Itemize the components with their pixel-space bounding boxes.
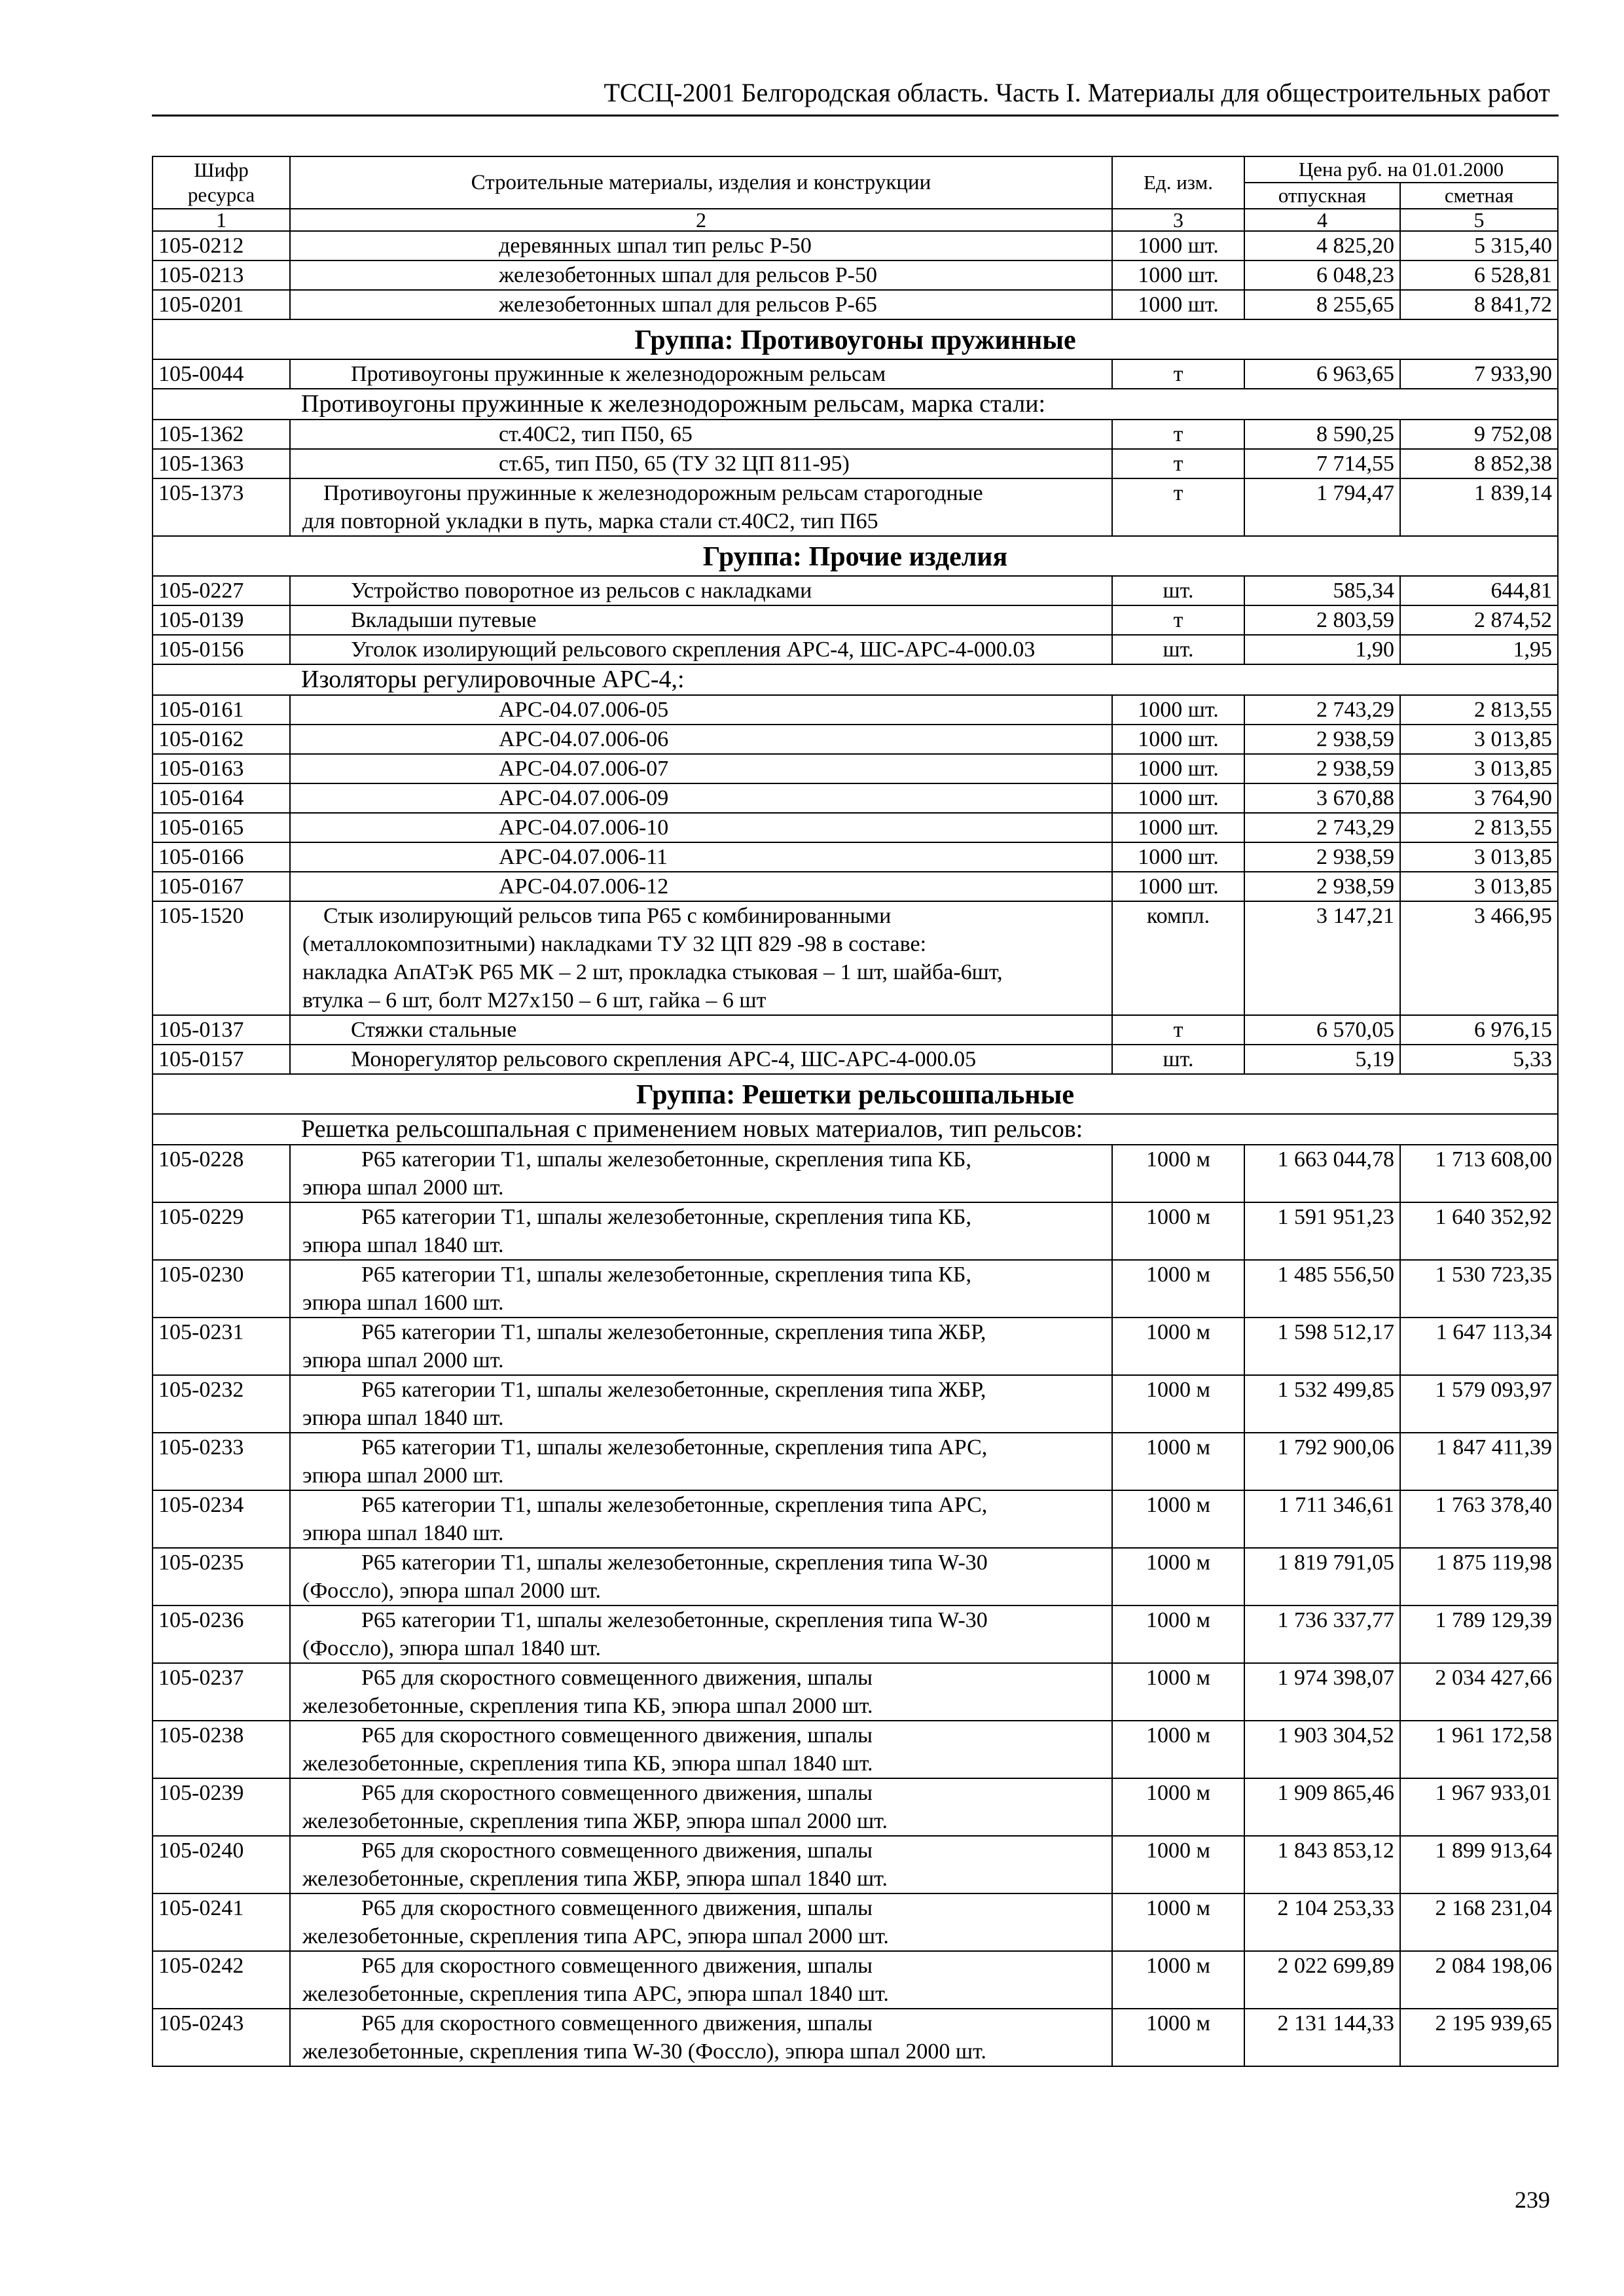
- material-name-cell: Р65 для скоростного совмещенного движения, шпалы железобетонные, скрепления типа АРС, эпюра шпал 1840 шт.: [290, 1951, 1112, 2009]
- th-name: Строительные материалы, изделия и конструкции: [290, 156, 1112, 209]
- unit-cell: т: [1112, 1015, 1244, 1045]
- unit-cell: шт.: [1112, 1045, 1244, 1074]
- column-number: 4: [1244, 209, 1400, 231]
- subgroup-title: Противоугоны пружинные к железнодорожным рельсам, марка стали:: [153, 389, 1558, 420]
- resource-code-cell: 105-0044: [153, 359, 290, 389]
- material-name-cell: Р65 для скоростного совмещенного движения, шпалы железобетонные, скрепления типа ЖБР, эпюра шпал 1840 шт.: [290, 1836, 1112, 1893]
- unit-cell: 1000 м: [1112, 1145, 1244, 1202]
- table-row: [153, 1375, 1558, 1433]
- unit-cell: 1000 шт.: [1112, 231, 1244, 260]
- material-name-cell: Р65 категории Т1, шпалы железобетонные, скрепления типа АРС, эпюра шпал 2000 шт.: [290, 1433, 1112, 1490]
- estimate-price-cell: 2 813,55: [1400, 813, 1558, 842]
- column-number: 3: [1112, 209, 1244, 231]
- estimate-price-cell: 644,81: [1400, 576, 1558, 605]
- release-price-cell: 5,19: [1244, 1045, 1400, 1074]
- table-row: [153, 420, 1558, 449]
- estimate-price-cell: 6 528,81: [1400, 260, 1558, 290]
- material-name-cell: АРС-04.07.006-10: [290, 813, 1112, 842]
- unit-cell: 1000 м: [1112, 1605, 1244, 1663]
- estimate-price-cell: 3 013,85: [1400, 842, 1558, 872]
- unit-cell: т: [1112, 605, 1244, 635]
- table-row: [153, 901, 1558, 1015]
- release-price-cell: 1 819 791,05: [1244, 1548, 1400, 1605]
- material-name-cell: Р65 категории Т1, шпалы железобетонные, скрепления типа КБ, эпюра шпал 2000 шт.: [290, 1145, 1112, 1202]
- estimate-price-cell: 1 839,14: [1400, 478, 1558, 536]
- table-row: [153, 635, 1558, 664]
- table-row: [153, 1778, 1558, 1836]
- group-header-row: [153, 1074, 1558, 1114]
- release-price-cell: 6 048,23: [1244, 260, 1400, 290]
- material-name-cell: АРС-04.07.006-06: [290, 725, 1112, 754]
- release-price-cell: 1 843 853,12: [1244, 1836, 1400, 1893]
- resource-code-cell: 105-0243: [153, 2009, 290, 2066]
- estimate-price-cell: 3 013,85: [1400, 872, 1558, 901]
- unit-cell: 1000 шт.: [1112, 725, 1244, 754]
- resource-code-cell: 105-0139: [153, 605, 290, 635]
- unit-cell: т: [1112, 420, 1244, 449]
- unit-cell: 1000 шт.: [1112, 813, 1244, 842]
- release-price-cell: 1 903 304,52: [1244, 1721, 1400, 1778]
- estimate-price-cell: 5 315,40: [1400, 231, 1558, 260]
- group-title: Группа: Прочие изделия: [153, 536, 1558, 576]
- unit-cell: 1000 м: [1112, 1260, 1244, 1318]
- resource-code-cell: 105-1373: [153, 478, 290, 536]
- material-name-cell: Р65 для скоростного совмещенного движения, шпалы железобетонные, скрепления типа W-30 (Фоссло), эпюра шпал 2000 шт.: [290, 2009, 1112, 2066]
- resource-code-cell: 105-0167: [153, 872, 290, 901]
- unit-cell: т: [1112, 478, 1244, 536]
- release-price-cell: 1 591 951,23: [1244, 1202, 1400, 1260]
- material-name-cell: АРС-04.07.006-12: [290, 872, 1112, 901]
- material-name-cell: деревянных шпал тип рельс Р-50: [290, 231, 1112, 260]
- resource-code-cell: 105-0235: [153, 1548, 290, 1605]
- resource-code-cell: 105-0233: [153, 1433, 290, 1490]
- table-row: [153, 478, 1558, 536]
- material-name-cell: Противоугоны пружинные к железнодорожным рельсам старогодные для повторной укладки в путь, марка стали ст.40С2, тип П65: [290, 478, 1112, 536]
- estimate-price-cell: 5,33: [1400, 1045, 1558, 1074]
- release-price-cell: 2 743,29: [1244, 695, 1400, 725]
- release-price-cell: 1 711 346,61: [1244, 1490, 1400, 1548]
- estimate-price-cell: 1 875 119,98: [1400, 1548, 1558, 1605]
- table-row: [153, 1836, 1558, 1893]
- resource-code-cell: 105-0230: [153, 1260, 290, 1318]
- release-price-cell: 2 131 144,33: [1244, 2009, 1400, 2066]
- resource-code-cell: 105-0234: [153, 1490, 290, 1548]
- release-price-cell: 6 570,05: [1244, 1015, 1400, 1045]
- estimate-price-cell: 1 763 378,40: [1400, 1490, 1558, 1548]
- column-number: 1: [153, 209, 290, 231]
- estimate-price-cell: 7 933,90: [1400, 359, 1558, 389]
- th-price-release: отпускная: [1244, 183, 1400, 209]
- estimate-price-cell: 1,95: [1400, 635, 1558, 664]
- unit-cell: 1000 шт.: [1112, 754, 1244, 783]
- resource-code-cell: 105-1362: [153, 420, 290, 449]
- material-name-cell: Р65 категории Т1, шпалы железобетонные, скрепления типа ЖБР, эпюра шпал 1840 шт.: [290, 1375, 1112, 1433]
- resource-code-cell: 105-0231: [153, 1318, 290, 1375]
- table-row: [153, 1015, 1558, 1045]
- unit-cell: т: [1112, 449, 1244, 478]
- material-name-cell: Р65 категории Т1, шпалы железобетонные, скрепления типа КБ, эпюра шпал 1600 шт.: [290, 1260, 1112, 1318]
- estimate-price-cell: 1 967 933,01: [1400, 1778, 1558, 1836]
- table-row: [153, 1490, 1558, 1548]
- resource-code-cell: 105-0161: [153, 695, 290, 725]
- unit-cell: 1000 м: [1112, 1548, 1244, 1605]
- estimate-price-cell: 1 899 913,64: [1400, 1836, 1558, 1893]
- resource-code-cell: 105-0137: [153, 1015, 290, 1045]
- resource-code-cell: 105-0165: [153, 813, 290, 842]
- material-name-cell: ст.40С2, тип П50, 65: [290, 420, 1112, 449]
- column-number-row: [153, 209, 1558, 231]
- release-price-cell: 1 792 900,06: [1244, 1433, 1400, 1490]
- unit-cell: 1000 м: [1112, 1893, 1244, 1951]
- column-number: 2: [290, 209, 1112, 231]
- resource-code-cell: 105-1520: [153, 901, 290, 1015]
- resource-code-cell: 105-0228: [153, 1145, 290, 1202]
- material-name-cell: Стык изолирующий рельсов типа Р65 с комбинированными (металлокомпозитными) накладками ТУ 32 ЦП 829 -98 в составе: накладка АпАТэК Р65 МК – 2 шт, прокладка стыковая – 1 шт, шайба-6шт, втулка – 6 шт, болт М27х150 – 6 шт, гайка – 6 шт: [290, 901, 1112, 1015]
- table-row: [153, 725, 1558, 754]
- release-price-cell: 8 590,25: [1244, 420, 1400, 449]
- table-row: [153, 754, 1558, 783]
- material-name-cell: Уголок изолирующий рельсового скрепления АРС-4, ШС-АРС-4-000.03: [290, 635, 1112, 664]
- release-price-cell: 1 794,47: [1244, 478, 1400, 536]
- material-name-cell: АРС-04.07.006-05: [290, 695, 1112, 725]
- release-price-cell: 1 736 337,77: [1244, 1605, 1400, 1663]
- unit-cell: т: [1112, 359, 1244, 389]
- table-row: [153, 1605, 1558, 1663]
- release-price-cell: 8 255,65: [1244, 290, 1400, 319]
- estimate-price-cell: 2 195 939,65: [1400, 2009, 1558, 2066]
- release-price-cell: 1 485 556,50: [1244, 1260, 1400, 1318]
- unit-cell: 1000 шт.: [1112, 842, 1244, 872]
- release-price-cell: 2 938,59: [1244, 725, 1400, 754]
- unit-cell: 1000 м: [1112, 1433, 1244, 1490]
- estimate-price-cell: 8 852,38: [1400, 449, 1558, 478]
- unit-cell: 1000 шт.: [1112, 290, 1244, 319]
- estimate-price-cell: 8 841,72: [1400, 290, 1558, 319]
- release-price-cell: 2 104 253,33: [1244, 1893, 1400, 1951]
- resource-code-cell: 105-0227: [153, 576, 290, 605]
- th-code: Шифр ресурса: [153, 156, 290, 209]
- estimate-price-cell: 3 013,85: [1400, 754, 1558, 783]
- subgroup-header-row: [153, 389, 1558, 420]
- release-price-cell: 1 598 512,17: [1244, 1318, 1400, 1375]
- page-header-title: ТССЦ-2001 Белгородская область. Часть I. Материалы для общестроительных работ: [604, 78, 1550, 107]
- table-row: [153, 842, 1558, 872]
- release-price-cell: 2 938,59: [1244, 842, 1400, 872]
- table-row: [153, 1318, 1558, 1375]
- unit-cell: 1000 шт.: [1112, 260, 1244, 290]
- resource-code-cell: 105-0241: [153, 1893, 290, 1951]
- estimate-price-cell: 9 752,08: [1400, 420, 1558, 449]
- unit-cell: шт.: [1112, 635, 1244, 664]
- unit-cell: 1000 м: [1112, 1202, 1244, 1260]
- unit-cell: 1000 м: [1112, 1951, 1244, 2009]
- release-price-cell: 2 022 699,89: [1244, 1951, 1400, 2009]
- resource-code-cell: 105-0157: [153, 1045, 290, 1074]
- material-name-cell: ст.65, тип П50, 65 (ТУ 32 ЦП 811-95): [290, 449, 1112, 478]
- material-name-cell: АРС-04.07.006-11: [290, 842, 1112, 872]
- material-name-cell: железобетонных шпал для рельсов Р-50: [290, 260, 1112, 290]
- resource-code-cell: 105-0240: [153, 1836, 290, 1893]
- release-price-cell: 2 938,59: [1244, 754, 1400, 783]
- table-row: [153, 1260, 1558, 1318]
- table-row: [153, 576, 1558, 605]
- release-price-cell: 3 670,88: [1244, 783, 1400, 813]
- release-price-cell: 2 938,59: [1244, 872, 1400, 901]
- subgroup-header-row: [153, 664, 1558, 695]
- unit-cell: компл.: [1112, 901, 1244, 1015]
- resource-code-cell: 105-0232: [153, 1375, 290, 1433]
- estimate-price-cell: 1 530 723,35: [1400, 1260, 1558, 1318]
- table-header-row: [153, 156, 1558, 183]
- estimate-price-cell: 1 847 411,39: [1400, 1433, 1558, 1490]
- resource-code-cell: 105-0163: [153, 754, 290, 783]
- table-row: [153, 449, 1558, 478]
- unit-cell: 1000 м: [1112, 1778, 1244, 1836]
- material-name-cell: Р65 категории Т1, шпалы железобетонные, скрепления типа W-30 (Фоссло), эпюра шпал 1840 шт.: [290, 1605, 1112, 1663]
- table-row: [153, 605, 1558, 635]
- table-row: [153, 872, 1558, 901]
- release-price-cell: 585,34: [1244, 576, 1400, 605]
- table-row: [153, 1145, 1558, 1202]
- release-price-cell: 1 532 499,85: [1244, 1375, 1400, 1433]
- estimate-price-cell: 2 084 198,06: [1400, 1951, 1558, 2009]
- material-name-cell: Р65 категории Т1, шпалы железобетонные, скрепления типа КБ, эпюра шпал 1840 шт.: [290, 1202, 1112, 1260]
- release-price-cell: 2 743,29: [1244, 813, 1400, 842]
- group-title: Группа: Противоугоны пружинные: [153, 319, 1558, 359]
- resource-code-cell: 105-0236: [153, 1605, 290, 1663]
- table-row: [153, 231, 1558, 260]
- resource-code-cell: 105-0237: [153, 1663, 290, 1721]
- page-number: 239: [1515, 2187, 1550, 2213]
- unit-cell: 1000 шт.: [1112, 695, 1244, 725]
- unit-cell: 1000 м: [1112, 1318, 1244, 1375]
- resource-code-cell: 105-0201: [153, 290, 290, 319]
- group-title: Группа: Решетки рельсошпальные: [153, 1074, 1558, 1114]
- material-name-cell: Вкладыши путевые: [290, 605, 1112, 635]
- estimate-price-cell: 2 813,55: [1400, 695, 1558, 725]
- th-price: Цена руб. на 01.01.2000: [1244, 156, 1558, 183]
- estimate-price-cell: 1 713 608,00: [1400, 1145, 1558, 1202]
- unit-cell: 1000 шт.: [1112, 783, 1244, 813]
- table-row: [153, 359, 1558, 389]
- resource-code-cell: 105-0229: [153, 1202, 290, 1260]
- unit-cell: 1000 м: [1112, 1836, 1244, 1893]
- table-row: [153, 1951, 1558, 2009]
- table-row: [153, 1433, 1558, 1490]
- estimate-price-cell: 2 168 231,04: [1400, 1893, 1558, 1951]
- price-table: [152, 156, 1559, 2067]
- release-price-cell: 1 974 398,07: [1244, 1663, 1400, 1721]
- material-name-cell: Р65 категории Т1, шпалы железобетонные, скрепления типа АРС, эпюра шпал 1840 шт.: [290, 1490, 1112, 1548]
- unit-cell: шт.: [1112, 576, 1244, 605]
- resource-code-cell: 105-0239: [153, 1778, 290, 1836]
- estimate-price-cell: 1 579 093,97: [1400, 1375, 1558, 1433]
- material-name-cell: АРС-04.07.006-09: [290, 783, 1112, 813]
- material-name-cell: Р65 категории Т1, шпалы железобетонные, скрепления типа W-30 (Фоссло), эпюра шпал 2000 шт.: [290, 1548, 1112, 1605]
- table-row: [153, 290, 1558, 319]
- material-name-cell: Устройство поворотное из рельсов с накладками: [290, 576, 1112, 605]
- release-price-cell: 6 963,65: [1244, 359, 1400, 389]
- release-price-cell: 4 825,20: [1244, 231, 1400, 260]
- unit-cell: 1000 шт.: [1112, 872, 1244, 901]
- table-row: [153, 695, 1558, 725]
- header-rule: [152, 115, 1559, 117]
- subgroup-title: Решетка рельсошпальная с применением новых материалов, тип рельсов:: [153, 1114, 1558, 1145]
- unit-cell: 1000 м: [1112, 1375, 1244, 1433]
- subgroup-header-row: [153, 1114, 1558, 1145]
- material-name-cell: железобетонных шпал для рельсов Р-65: [290, 290, 1112, 319]
- column-number: 5: [1400, 209, 1558, 231]
- material-name-cell: Р65 для скоростного совмещенного движения, шпалы железобетонные, скрепления типа КБ, эпюра шпал 2000 шт.: [290, 1663, 1112, 1721]
- estimate-price-cell: 3 013,85: [1400, 725, 1558, 754]
- subgroup-title: Изоляторы регулировочные АРС-4,:: [153, 664, 1558, 695]
- table-row: [153, 1202, 1558, 1260]
- estimate-price-cell: 6 976,15: [1400, 1015, 1558, 1045]
- table-row: [153, 813, 1558, 842]
- material-name-cell: Р65 для скоростного совмещенного движения, шпалы железобетонные, скрепления типа КБ, эпюра шпал 1840 шт.: [290, 1721, 1112, 1778]
- estimate-price-cell: 2 034 427,66: [1400, 1663, 1558, 1721]
- release-price-cell: 2 803,59: [1244, 605, 1400, 635]
- release-price-cell: 7 714,55: [1244, 449, 1400, 478]
- table-row: [153, 1548, 1558, 1605]
- release-price-cell: 1 909 865,46: [1244, 1778, 1400, 1836]
- resource-code-cell: 105-0242: [153, 1951, 290, 2009]
- estimate-price-cell: 1 789 129,39: [1400, 1605, 1558, 1663]
- unit-cell: 1000 м: [1112, 1490, 1244, 1548]
- estimate-price-cell: 1 647 113,34: [1400, 1318, 1558, 1375]
- th-unit: Ед. изм.: [1112, 156, 1244, 209]
- estimate-price-cell: 1 961 172,58: [1400, 1721, 1558, 1778]
- th-price-estimate: сметная: [1400, 183, 1558, 209]
- material-name-cell: Р65 для скоростного совмещенного движения, шпалы железобетонные, скрепления типа АРС, эпюра шпал 2000 шт.: [290, 1893, 1112, 1951]
- resource-code-cell: 105-0156: [153, 635, 290, 664]
- material-name-cell: Монорегулятор рельсового скрепления АРС-4, ШС-АРС-4-000.05: [290, 1045, 1112, 1074]
- material-name-cell: Р65 категории Т1, шпалы железобетонные, скрепления типа ЖБР, эпюра шпал 2000 шт.: [290, 1318, 1112, 1375]
- estimate-price-cell: 3 764,90: [1400, 783, 1558, 813]
- group-header-row: [153, 536, 1558, 576]
- resource-code-cell: 105-1363: [153, 449, 290, 478]
- release-price-cell: 1,90: [1244, 635, 1400, 664]
- table-row: [153, 2009, 1558, 2066]
- table-row: [153, 1663, 1558, 1721]
- resource-code-cell: 105-0238: [153, 1721, 290, 1778]
- estimate-price-cell: 2 874,52: [1400, 605, 1558, 635]
- table-row: [153, 260, 1558, 290]
- material-name-cell: Противоугоны пружинные к железнодорожным рельсам: [290, 359, 1112, 389]
- table-row: [153, 1721, 1558, 1778]
- table-row: [153, 783, 1558, 813]
- material-name-cell: АРС-04.07.006-07: [290, 754, 1112, 783]
- material-name-cell: Р65 для скоростного совмещенного движения, шпалы железобетонные, скрепления типа ЖБР, эпюра шпал 2000 шт.: [290, 1778, 1112, 1836]
- release-price-cell: 3 147,21: [1244, 901, 1400, 1015]
- group-header-row: [153, 319, 1558, 359]
- unit-cell: 1000 м: [1112, 1721, 1244, 1778]
- resource-code-cell: 105-0212: [153, 231, 290, 260]
- resource-code-cell: 105-0164: [153, 783, 290, 813]
- resource-code-cell: 105-0166: [153, 842, 290, 872]
- material-name-cell: Стяжки стальные: [290, 1015, 1112, 1045]
- table-row: [153, 1893, 1558, 1951]
- release-price-cell: 1 663 044,78: [1244, 1145, 1400, 1202]
- estimate-price-cell: 3 466,95: [1400, 901, 1558, 1015]
- resource-code-cell: 105-0213: [153, 260, 290, 290]
- unit-cell: 1000 м: [1112, 2009, 1244, 2066]
- unit-cell: 1000 м: [1112, 1663, 1244, 1721]
- estimate-price-cell: 1 640 352,92: [1400, 1202, 1558, 1260]
- price-table-body: [153, 156, 1558, 2066]
- resource-code-cell: 105-0162: [153, 725, 290, 754]
- table-row: [153, 1045, 1558, 1074]
